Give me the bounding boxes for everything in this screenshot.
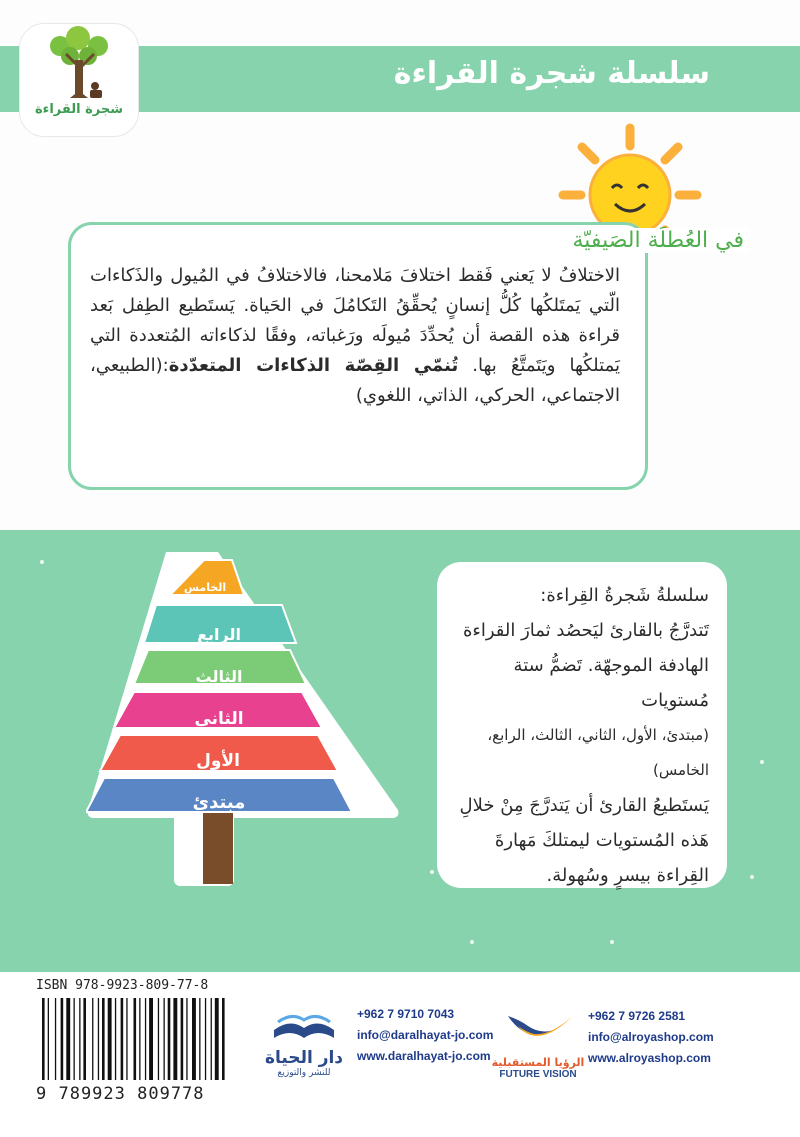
future-vision-website[interactable]: www.alroyashop.com [588,1051,711,1065]
daralhayat-email[interactable]: info@daralhayat-jo.com [357,1028,494,1042]
description-line-1: الاختلافُ لا يَعني فَقط اختلافَ مَلامحنا، فالاختلافُ في المُيول والذَكاءات الّتي يَمتَلكُها كُلُّ إنسانٍ يُحقِّقُ التَكامُلَ في الحَياة. [90,265,620,316]
barcode-bar [164,998,165,1080]
star-dot [750,875,754,879]
barcode-bar [173,998,177,1080]
barcode-bar [42,998,45,1080]
series-title: سلسلة شجرة القراءة [393,56,710,91]
barcode-bar [139,998,140,1080]
tier-label-beginner: مبتدئ [192,792,246,813]
star-dot [40,560,44,564]
barcode-bar [205,998,206,1080]
barcode-bar [199,998,200,1080]
barcode-bar [74,998,75,1080]
isbn-label: ISBN 978-9923-809-77-8 [36,978,209,993]
bird-logo-icon [488,1006,588,1052]
barcode-bar [181,998,184,1080]
tier-label-2: الثاني [194,709,244,729]
barcode-bar [48,998,49,1080]
barcode-bar [186,998,187,1080]
series-info-line-2: يَستَطيعُ القارئ أن يَتدرَّجَ مِنْ خلالِ هَذه المُستويات ليمتلكَ مَهارةَ القِراءة بيسرٍ وسُهولة. [459,795,709,886]
reading-tree-logo [20,24,138,136]
future-vision-logo-text: الرؤيا المستقبلية [491,1056,585,1069]
future-vision-phone[interactable]: +962 7 9726 2581 [588,1009,686,1023]
barcode-bar [215,998,219,1080]
series-levels-list: (مبتدئ، الأول، الثاني، الثالث، الرابع، الخامس) [487,726,709,779]
tree-trunk [203,810,233,884]
intelligences-label: تُنمّي القِصّة الذكاءات المتعدّدة [168,355,459,376]
barcode-bar [211,998,212,1080]
star-dot [610,940,614,944]
future-vision-logo-subtext: FUTURE VISION [499,1069,577,1080]
barcode-bar [115,998,116,1080]
daralhayat-logo-text: دار الحياة [264,1048,344,1068]
tier-label-5: الخامس [183,581,227,594]
isbn-barcode [34,978,248,1098]
star-dot [470,940,474,944]
barcode-bar [222,998,225,1080]
barcode-bar [83,998,86,1080]
series-info-card [437,562,727,888]
barcode-bar [92,998,93,1080]
daralhayat-contact [357,1004,493,1067]
tier-label-4: الرابع [197,625,241,644]
description-title: في العُطلَة الصَيفيّة [567,228,751,253]
intelligences-list: :(الطبيعي، الاجتماعي، الحركي، الذاتي، اللغوي) [90,355,620,406]
tier-label-1: الأول [196,751,240,771]
book-logo-icon [254,1008,354,1048]
daralhayat-website[interactable]: www.daralhayat-jo.com [357,1049,491,1063]
future-vision-logo [488,1006,588,1090]
open-book-icon [318,650,354,676]
series-info-heading: سلسلةُ شَجرةُ القِراءة: [540,585,709,606]
barcode-bar [108,998,112,1080]
barcode-number: 9 789923 809778 [36,1084,205,1104]
barcode-graphic [34,978,248,1098]
barcode-bar [102,998,105,1080]
daralhayat-logo [254,1008,354,1088]
reading-levels-pyramid [86,550,400,890]
barcode-bar [168,998,171,1080]
barcode-bar [66,998,70,1080]
description-card [68,222,648,490]
barcode-bar [79,998,80,1080]
tree-icon [20,24,138,104]
future-vision-contact [588,1006,714,1069]
description-text [90,261,620,411]
tier-label-3: الثالث [195,667,243,686]
barcode-bar [98,998,99,1080]
description-line-2: يَستَطيع الطِفل بَعد قراءة هذه القصة أن يُحدِّدَ مُيولَه ورَغباته، وفقًا لذكاءاته المُتعددة التي يَمتلكُها ويَتَمتَّعُ بها. [90,295,620,376]
barcode-bar [149,998,153,1080]
barcode-bar [121,998,124,1080]
series-info-line-1: تَتدرَّجُ بالقارئ ليَحصُد ثمارَ القراءة الهادفة الموجهّة. تَضمُّ ستة مُستويات [462,620,709,711]
future-vision-email[interactable]: info@alroyashop.com [588,1030,714,1044]
logo-caption: شجرة القراءة [35,102,123,117]
barcode-bar [134,998,137,1080]
series-info-text [449,578,709,893]
barcode-bar [126,998,127,1080]
barcode-bar [158,998,159,1080]
daralhayat-logo-subtext: للنشر والتوزيع [277,1068,331,1078]
star-dot [760,760,764,764]
barcode-bar [192,998,196,1080]
daralhayat-phone[interactable]: +962 7 9710 7043 [357,1007,455,1021]
barcode-bar [55,998,56,1080]
barcode-bar [61,998,64,1080]
barcode-bar [145,998,146,1080]
star-dot [430,870,434,874]
